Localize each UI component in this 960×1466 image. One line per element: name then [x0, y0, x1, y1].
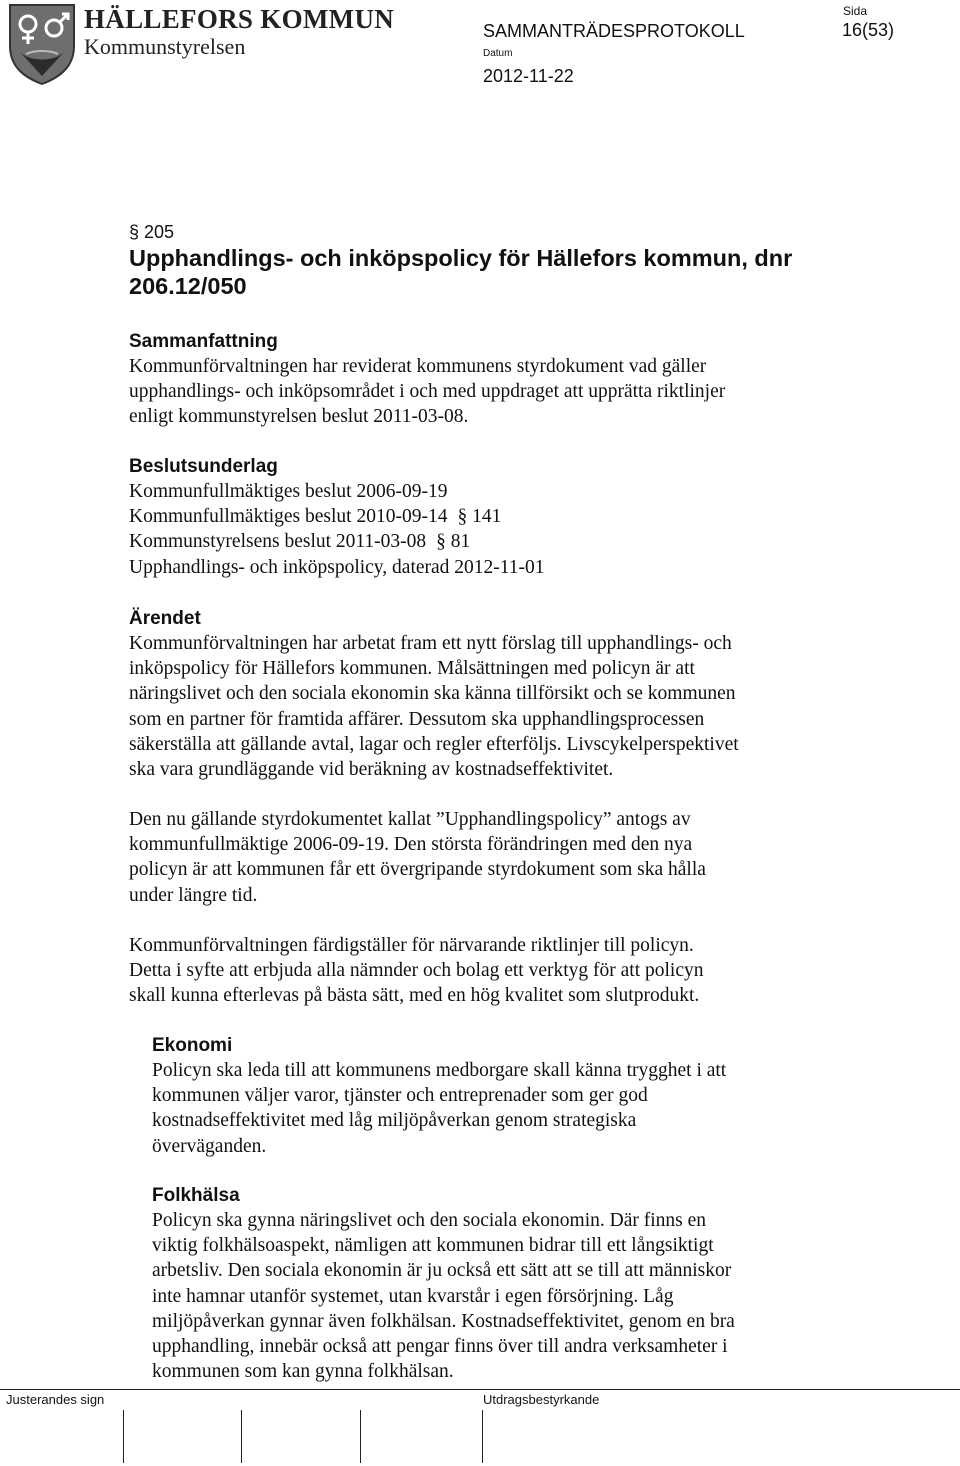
- organization-department: Kommunstyrelsen: [84, 34, 246, 59]
- page-label: Sida: [843, 4, 868, 18]
- paragraph-number: [129, 222, 174, 243]
- public-health-heading: Folkhälsa: [152, 1185, 240, 1206]
- date-value: 2012-11-22: [483, 66, 574, 86]
- matter-heading: Ärendet: [129, 608, 201, 629]
- list-item: Upphandlings- och inköpspolicy, daterad 2012-11-01: [129, 556, 545, 578]
- organization-name: HÄLLEFORS KOMMUN: [84, 4, 395, 34]
- economy-heading: Ekonomi: [152, 1035, 233, 1056]
- summary-text: Kommunförvaltningen har reviderat kommunens styrdokument vad gäller upphandlings- och inköpsområdet i och med uppdraget att upprätta riktlinjer enligt kommunstyrelsen beslut 2011-03-08.: [129, 356, 726, 428]
- matter-paragraph-1: Kommunförvaltningen har arbetat fram ett nytt förslag till upphandlings- och inköpspolicy för Hällefors kommunen. Målsättningen med policyn är att näringslivet och den sociala ekonomin ska känna tillförsikt och se kommunen som en partner för framtida affärer. Dessutom ska upphandlingsprocessen säkerställa att gällande avtal, lagar och regler efterföljs. Livscykelperspektivet ska vara grundläggande vid beräkning av kostnadseffektivitet.: [129, 633, 739, 781]
- public-health-text: Policyn ska gynna näringslivet och den sociala ekonomin. Där finns en viktig folkhälsoaspekt, nämligen att kommunen bidrar till ett långsiktigt arbetsliv. Den sociala ekonomin är ju också ett sätt att se till att människor inte hamnar utanför systemet, utan kvarstår i egen försörjning. Låg miljöpåverkan gynnar även folkhälsan. Kostnadseffektivitet, genom en bra upphandling, innebär också att pengar finns över till andra verksamheter i kommunen som kan gynna folkhälsan.: [152, 1210, 735, 1383]
- summary-section: [129, 330, 849, 430]
- decision-basis-heading: Beslutsunderlag: [129, 456, 278, 477]
- signature-box-divider: [123, 1410, 124, 1463]
- extract-certification-label: Utdragsbestyrkande: [483, 1392, 600, 1407]
- adjuster-signature-label: Justerandes sign: [6, 1392, 105, 1407]
- signature-box-divider: [241, 1410, 242, 1463]
- date-label: Datum: [483, 48, 513, 59]
- signature-box-divider: [360, 1410, 361, 1463]
- hallefors-coat-of-arms-icon: [6, 2, 78, 86]
- page-number: 16(53): [842, 20, 895, 40]
- matter-paragraph-3: Kommunförvaltningen färdigställer för närvarande riktlinjer till policyn. Detta i syfte att erbjuda alla nämnder och bolag ett verktyg för att policyn skall kunna efterlevas på bästa sätt, med en hög kvalitet som slutprodukt.: [129, 935, 704, 1007]
- section-symbol: §: [129, 222, 140, 242]
- page-title: Upphandlings- och inköpspolicy för Hällefors kommun, dnr 206.12/050: [129, 245, 793, 299]
- footer-divider: [0, 1389, 960, 1390]
- matter-paragraph-3-block: [129, 933, 849, 1009]
- list-item: Kommunfullmäktiges beslut 2006-09-19: [129, 481, 448, 502]
- matter-paragraph-2: Den nu gällande styrdokumentet kallat ”Upphandlingspolicy” antogs av kommunfullmäktige 2006-09-19. Den största förändringen med den nya policyn är att kommunen får ett övergripande styrdokument som ska hålla under längre tid.: [129, 809, 706, 906]
- list-item: Kommunfullmäktiges beslut 2010-09-14 § 141: [129, 506, 502, 528]
- document-type: SAMMANTRÄDESPROTOKOLL: [483, 21, 745, 41]
- summary-heading: Sammanfattning: [129, 331, 278, 352]
- section-number: 205: [144, 222, 175, 242]
- matter-section: [129, 607, 849, 782]
- list-item: Kommunstyrelsens beslut 2011-03-08 § 81: [129, 531, 471, 553]
- economy-text: Policyn ska leda till att kommunens medborgare skall känna trygghet i att kommunen väljer varor, tjänster och entreprenader som ger god kostnadseffektivitet med låg miljöpåverkan genom strategiska överväganden.: [152, 1060, 727, 1157]
- economy-section: [152, 1034, 842, 1159]
- signature-box-divider: [482, 1410, 483, 1463]
- public-health-section: [152, 1184, 842, 1384]
- matter-paragraph-2-block: [129, 807, 849, 908]
- decision-basis-section: [129, 455, 849, 580]
